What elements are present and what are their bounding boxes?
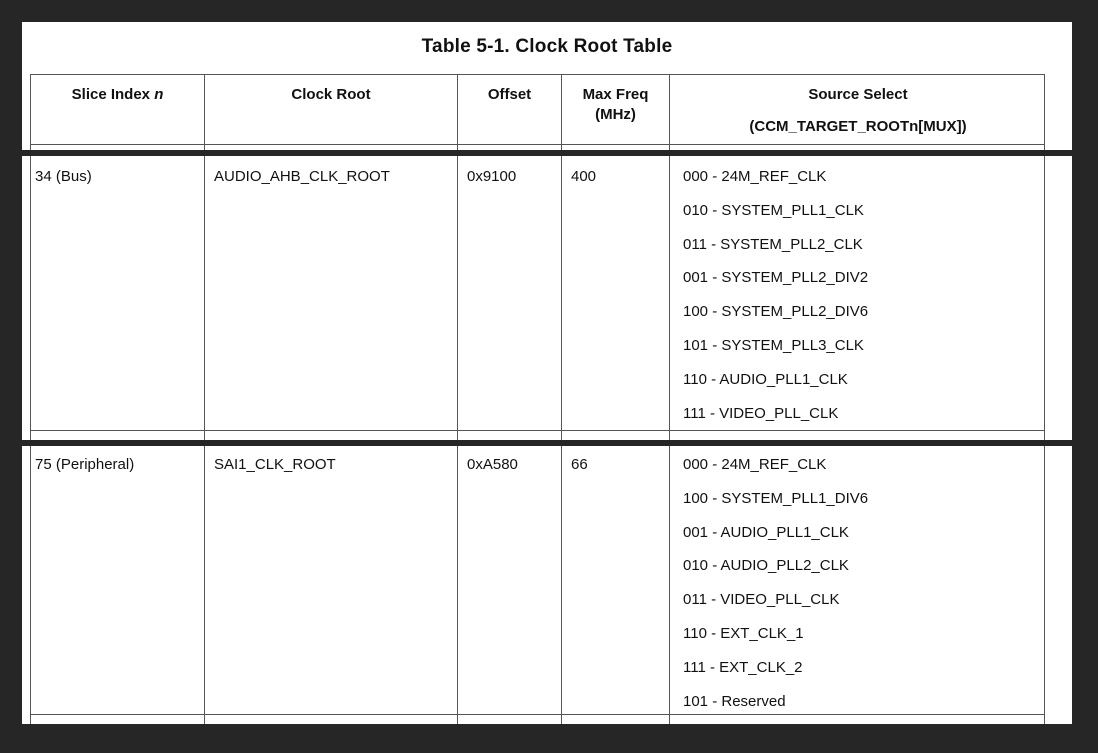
- list-item: 111 - EXT_CLK_2: [683, 658, 803, 676]
- list-item: 111 - VIDEO_PLL_CLK: [683, 404, 839, 422]
- list-item: 010 - AUDIO_PLL2_CLK: [683, 557, 849, 575]
- header-source-select-line2: (CCM_TARGET_ROOTn[MUX]): [749, 118, 967, 135]
- header-row: [30, 74, 1045, 150]
- cell-max-freq: 400: [571, 168, 597, 185]
- header-clock-root-label: Clock Root: [291, 86, 371, 103]
- cell-max-freq: 66: [571, 456, 588, 473]
- list-item: 110 - AUDIO_PLL1_CLK: [683, 370, 848, 388]
- cell-offset: 0xA580: [467, 456, 518, 473]
- list-item: 001 - SYSTEM_PLL2_DIV2: [683, 269, 869, 287]
- list-item: 000 - 24M_REF_CLK: [683, 456, 827, 473]
- list-item: 010 - SYSTEM_PLL1_CLK: [683, 201, 864, 219]
- header-max-freq-line2: (MHz): [595, 106, 636, 123]
- header-slice-index: [31, 75, 205, 150]
- cutoff-row-top: [30, 144, 1045, 150]
- header-offset: [458, 75, 562, 150]
- header-offset-label: Offset: [487, 86, 532, 103]
- list-item: 000 - 24M_REF_CLK: [683, 168, 827, 185]
- list-item: 001 - AUDIO_PLL1_CLK: [683, 523, 849, 541]
- cell-offset: 0x9100: [467, 168, 517, 185]
- header-max-freq-line1: Max Freq: [582, 86, 649, 103]
- source-select-list: [683, 456, 868, 724]
- list-item: 101 - Reserved: [683, 692, 786, 710]
- cell-slice-index: 75 (Peripheral): [35, 456, 135, 473]
- source-select-list: [683, 168, 868, 438]
- cell-clock-root: SAI1_CLK_ROOT: [214, 456, 336, 473]
- cell-slice-index: 34 (Bus): [35, 168, 92, 185]
- table-title: Table 5-1. Clock Root Table: [421, 36, 673, 57]
- cutoff-row-bottom: [30, 714, 1045, 724]
- header-source-select: [670, 75, 1046, 150]
- cutoff-row-middle: [30, 430, 1045, 440]
- cell-clock-root: AUDIO_AHB_CLK_ROOT: [214, 168, 390, 185]
- list-item: 101 - SYSTEM_PLL3_CLK: [683, 336, 864, 354]
- table-row: [30, 156, 1045, 440]
- header-slice-index-var: n: [154, 86, 164, 103]
- list-item: 011 - SYSTEM_PLL2_CLK: [683, 235, 863, 253]
- table-header-section: [22, 22, 1072, 150]
- header-max-freq: [562, 75, 670, 150]
- list-item: 011 - VIDEO_PLL_CLK: [683, 591, 840, 609]
- list-item: 100 - SYSTEM_PLL1_DIV6: [683, 489, 869, 507]
- header-source-select-line1: Source Select: [808, 86, 908, 103]
- row-section-bus: [22, 156, 1072, 440]
- header-clock-root: [205, 75, 458, 150]
- list-item: 110 - EXT_CLK_1: [683, 624, 804, 642]
- table-row: [30, 446, 1045, 724]
- row-section-peripheral: [22, 446, 1072, 724]
- list-item: 100 - SYSTEM_PLL2_DIV6: [683, 303, 869, 321]
- header-slice-index-label: Slice Index: [71, 86, 151, 103]
